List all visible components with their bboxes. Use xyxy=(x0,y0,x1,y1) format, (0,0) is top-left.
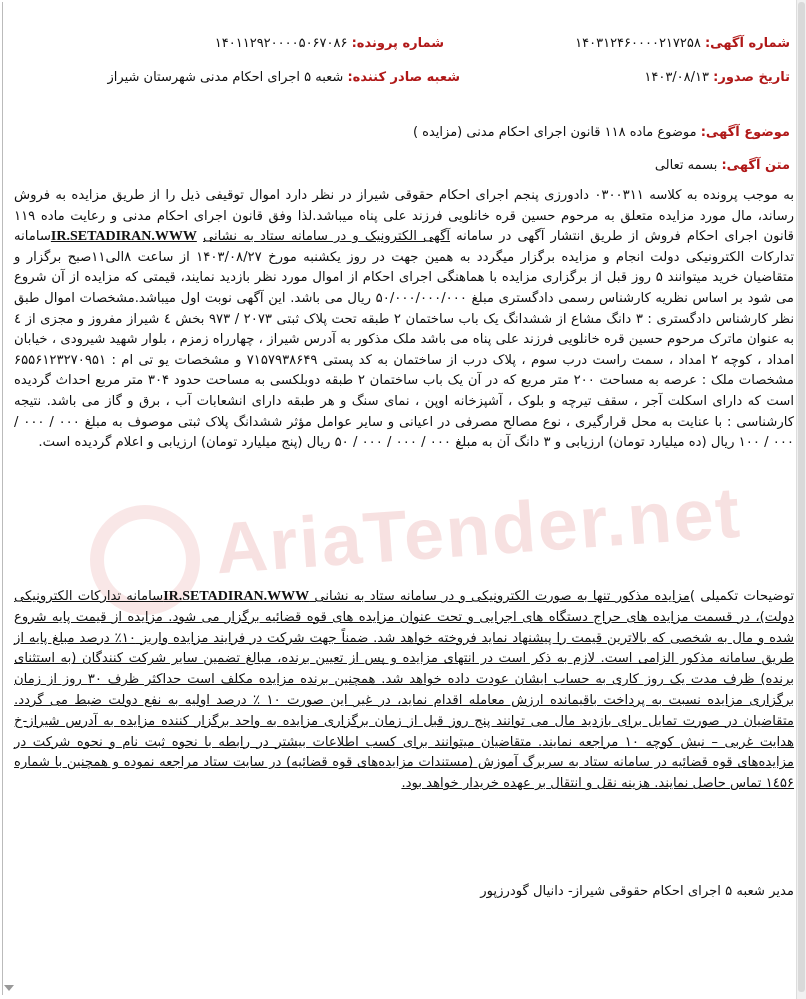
issuer-label: شعبه صادر کننده: xyxy=(347,70,460,85)
notes-text-1: مزایده مذکور تنها به صورت الکترونیکی و در سامانه ستاد به نشانی xyxy=(309,589,690,604)
watermark: AriaTender.net xyxy=(212,472,744,590)
signature: مدیر شعبه ۵ اجرای احکام حقوقی شیراز- دانیال گودرزپور xyxy=(480,884,794,899)
ad-text-label: متن آگهی: xyxy=(721,158,790,173)
scrollbar-thumb[interactable] xyxy=(798,2,805,992)
notes-label: توضیحات تکمیلی ) xyxy=(689,589,794,604)
main-body xyxy=(14,186,794,454)
issue-date xyxy=(644,70,790,85)
main-text-2: سامانه تدارکات الکترونیکی دولت انجام و مزایده برگزار میگردد به همین جهت در روز یکشنبه مورخ ۱۴۰۳/۰۸/۲۷ از ساعت ۸الی۱۱صبح برگزار و متقاضیان خرید میتوانند ۵ روز قبل از برگزاری مزایده با هماهنگی اجرای احکام از اموال مورد نظر بازدید نمایند، قیمتی که مزایده از آن شروع می شود بر اساس نظریه کارشناس رسمی دادگستری مبلغ ۵۰/۰۰۰/۰۰۰/۰۰۰ ریال می باشد. این آگهی نوبت اول میباشد.مشخصات اموال طبق نظر کارشناس دادگستری : ۳ دانگ مشاع از ششدانگ یک باب ساختمان ۲ طبقه تحت پلاک ثبتی ۲۰۷۳ / ۹۷۳ بخش ٤ شیراز مفروز و مجزی از ٤ به عنوان ماترک مرحوم حسین قره خانلویی فرزند علی پناه می باشد ملک مذکور به آدرس شیراز ، چهارراه زمزم ، بلوار شهید شیرودی ، خیابان امداد ، کوچه ۲ امداد ، سمت راست درب سوم ، پلاک درب از ساختمان به کد پستی ۷۱۵۷۹۳۸۶۴۹ و مشخصات یو تی ام : ۶۵۵۶۱۲۳۲۷۰۹۵۱ مشخصات ملک : عرصه به مساحت ۲۰۰ متر مربع که در آن یک باب ساختمان ۲ طبقه دوبلکسی به مساحت حدود ۳۰۴ متر مربع احداث گردیده است که دارای اسکلت آجر ، سقف تیرچه و بلوک ، آشپزخانه اوپن ، نمای سنگ و هر طبقه دارای انشعابات آب ، برق و گاز می باشد. نتیجه کارشناسی : با عنایت به محل قرارگیری ، نوع مصالح مصرفی در اعیانی و سایر عوامل مؤثر ششدانگ پلاک ثبتی موصوف به مبلغ ۰۰۰ / ۰۰۰ / ۰۰۰ / ۱۰۰ ریال (ده میلیارد تومان) ارزیابی و ۳ دانگ آن به مبلغ ۰۰۰ / ۰۰۰ / ۰۰۰ / ۵۰ ریال (پنج میلیارد تومان) ارزیابی و اعلام گردیده است. xyxy=(14,229,795,451)
notes-site-link[interactable]: IR.SETADIRAN.WWW xyxy=(163,589,310,604)
notes-text-2: سامانه تدارکات الکترونیکی دولت)، در قسمت مزایده های حراج دستگاه های اجرایی و تحت عنوان مزایده های قوه قضائیه برگزار می شود. مزایده از قیمت پایه شروع شده و مال به شخصی که بالاترین قیمت را پیشنهاد نماید فروخته خواهد شد. ضمناً جهت شرکت در فرایند مزایده واریز ۱۰٪ درصد مبلغ پایه از طریق سامانه مذکور الزامی است. لازم به ذکر است در انتهای مزایده و پس از تعیین برنده، مبالغ تضمین سایر شرکت کنندگان (به استثنای برنده) ظرف مدت یک روز کاری به حساب ایشان عودت داده خواهد شد. همچنین برنده مزایده مکلف است حداکثر ظرف ۳۰ روز از زمان برگزاری مزایده نسبت به پرداخت باقیمانده ارزش معامله اقدام نماید، در غیر این صورت ۱۰ ٪ درصد اولیه به نفع دولت ضبط می گردد. متقاضیان در صورت تمایل برای بازدید مال می توانند پنج روز قبل از زمان برگزاری مزایده به واحد برگزار کننده مزایده به آدرس شیراز-خ هدایت غربی – نبش کوچه ۱۰ مراجعه نمایند. متقاضیان میتوانند برای کسب اطلاعات بیشتر در رابطه با نحوه ثبت نام و نحوه شرکت در مزایده‌های قوه قضائیه در سامانه ستاد به سربرگ آموزش (مستندات مزایده‌های قوه قضائیه) در سایت ستاد مراجعه نموده و همچنین با شماره ۱٤۵۶ تماس حاصل نمایند. هزینه نقل و انتقال بر عهده خریدار خواهد بود. xyxy=(14,589,795,792)
subject-label: موضوع آگهی: xyxy=(700,125,790,140)
case-number-value: ۱۴۰۱۱۲۹۲۰۰۰۰۵۰۶۷۰۸۶ xyxy=(214,36,348,51)
ad-text-value: بسمه تعالی xyxy=(654,158,718,173)
ad-text-heading xyxy=(655,158,790,173)
case-number xyxy=(215,36,444,51)
scroll-down-arrow-icon[interactable] xyxy=(4,985,14,991)
issuer xyxy=(108,70,460,85)
case-number-label: شماره پرونده: xyxy=(351,36,444,51)
subject-value: موضوع ماده ۱۱۸ قانون اجرای احکام مدنی (مزایده ) xyxy=(412,125,697,140)
notes-section xyxy=(14,587,794,795)
ad-number xyxy=(575,36,790,51)
document-frame xyxy=(2,2,796,995)
ad-number-value: ۱۴۰۳۱۲۴۶۰۰۰۰۲۱۷۲۵۸ xyxy=(575,36,701,51)
ad-number-label: شماره آگهی: xyxy=(704,36,790,51)
setad-link-text[interactable]: آگهی الکترونیک و در سامانه ستاد به نشانی xyxy=(202,229,451,245)
setad-site-link[interactable]: IR.SETADIRAN.WWW xyxy=(50,229,197,245)
vertical-scrollbar[interactable] xyxy=(796,0,806,999)
issue-date-value: ۱۴۰۳/۰۸/۱۳ xyxy=(644,70,709,85)
main-text-1: به موجب پرونده به کلاسه ۰۳۰۰۳۱۱ دادورزی پنجم اجرای احکام حقوقی شیراز در نظر دارد اموال توقیفی ذیل را از طریق مزایده به فروش رساند، مال مورد مزایده متعلق به مرحوم حسین قره خانلویی فرزند علی پناه میباشد.لذا وفق قانون اجرای احکام مدنی و رعایت ماده ۱۱۹ قانون اجرای احکام فروش از طریق انتشار آگهی در سامانه xyxy=(14,188,794,245)
issuer-value: شعبه ۵ اجرای احکام مدنی شهرستان شیراز xyxy=(107,70,344,85)
issue-date-label: تاریخ صدور: xyxy=(713,70,790,85)
subject xyxy=(413,125,790,140)
